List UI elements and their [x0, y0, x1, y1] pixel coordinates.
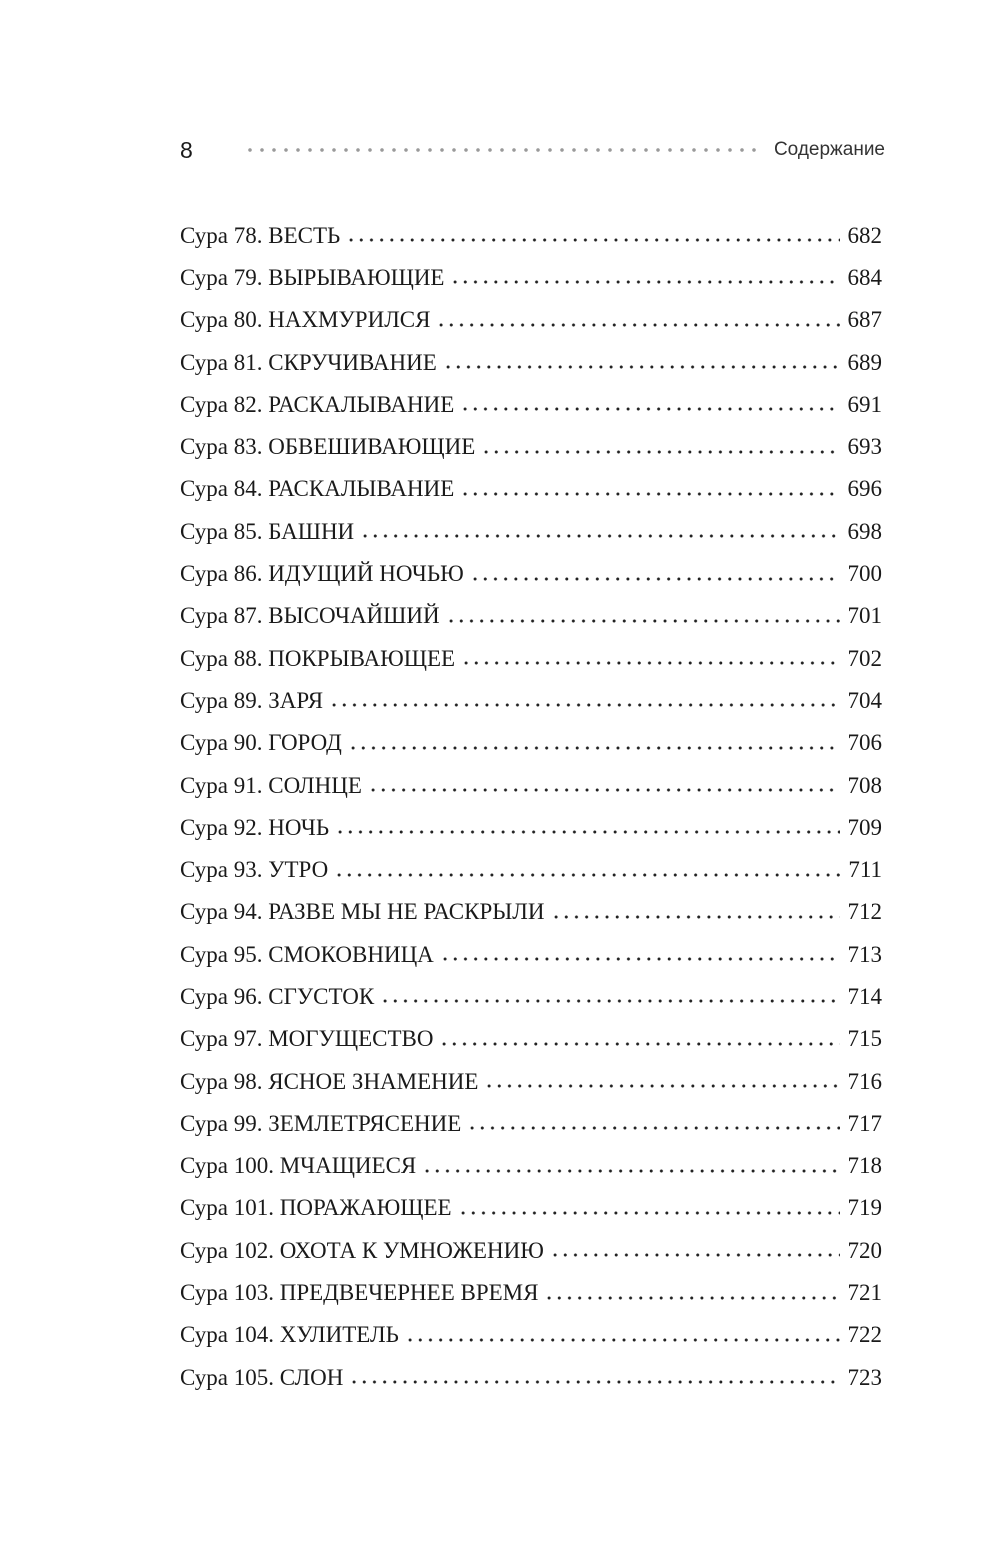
dot-leader — [348, 745, 840, 751]
toc-entry-title: Сура 89. ЗАРЯ — [180, 687, 324, 713]
toc-entry-title: Сура 92. НОЧЬ — [180, 814, 330, 840]
toc-entry-page-number: 711 — [848, 857, 882, 883]
toc-entry-title: Сура 101. ПОРАЖАЮЩЕЕ — [180, 1195, 452, 1221]
running-header — [180, 132, 885, 168]
toc-entry[interactable] — [180, 975, 882, 1017]
toc-entry-page-number: 698 — [847, 518, 882, 544]
toc-entry-title: Сура 88. ПОКРЫВАЮЩЕЕ — [180, 645, 456, 671]
toc-entry[interactable] — [180, 425, 882, 467]
toc-entry[interactable] — [180, 468, 882, 510]
toc-entry-page-number: 708 — [847, 772, 882, 798]
dot-leader — [440, 956, 840, 962]
toc-entry-title: Сура 102. ОХОТА К УМНОЖЕНИЮ — [180, 1237, 544, 1263]
toc-entry[interactable] — [180, 1018, 882, 1060]
toc-entry[interactable] — [180, 1356, 882, 1398]
toc-entry[interactable] — [180, 1187, 882, 1229]
toc-entry-title: Сура 103. ПРЕДВЕЧЕРНЕЕ ВРЕМЯ — [180, 1280, 539, 1306]
dot-leader — [422, 1168, 840, 1174]
toc-entry[interactable] — [180, 891, 882, 933]
toc-entry-page-number: 712 — [847, 899, 882, 925]
page-number: 8 — [180, 136, 193, 163]
toc-entry-page-number: 720 — [847, 1237, 882, 1263]
toc-entry[interactable] — [180, 637, 882, 679]
toc-entry-page-number: 715 — [847, 1026, 882, 1052]
toc-entry[interactable] — [180, 510, 882, 552]
toc-entry[interactable] — [180, 1314, 882, 1356]
toc-entry-title: Сура 93. УТРО — [180, 857, 329, 883]
dot-leader — [551, 914, 841, 920]
toc-entry-page-number: 716 — [847, 1068, 882, 1094]
toc-entry[interactable] — [180, 383, 882, 425]
toc-entry-page-number: 722 — [847, 1322, 882, 1348]
toc-entry-page-number: 684 — [847, 264, 882, 290]
toc-entry-page-number: 689 — [847, 349, 882, 375]
toc-entry-title: Сура 105. СЛОН — [180, 1364, 344, 1390]
dot-leader — [484, 1083, 840, 1089]
toc-entry-title: Сура 80. НАХМУРИЛСЯ — [180, 307, 431, 333]
toc-entry[interactable] — [180, 1229, 882, 1271]
dot-leader — [405, 1337, 840, 1343]
toc-entry-title: Сура 79. ВЫРЫВАЮЩИЕ — [180, 264, 445, 290]
toc-entry-page-number: 693 — [847, 434, 882, 460]
toc-entry-title: Сура 98. ЯСНОЕ ЗНАМЕНИЕ — [180, 1068, 479, 1094]
toc-entry[interactable] — [180, 256, 882, 298]
dot-leader — [334, 872, 840, 878]
toc-entry[interactable] — [180, 1145, 882, 1187]
toc-entry-page-number: 713 — [847, 941, 882, 967]
toc-entry-title: Сура 78. ВЕСТЬ — [180, 222, 341, 248]
toc-entry-title: Сура 99. ЗЕМЛЕТРЯСЕНИЕ — [180, 1110, 462, 1136]
toc-entry-title: Сура 83. ОБВЕШИВАЮЩИЕ — [180, 434, 476, 460]
toc-entry-title: Сура 96. СГУСТОК — [180, 983, 375, 1009]
dot-leader — [544, 1295, 840, 1301]
toc-entry[interactable] — [180, 1060, 882, 1102]
toc-entry-title: Сура 95. СМОКОВНИЦА — [180, 941, 434, 967]
dot-leader — [460, 406, 840, 412]
toc-entry[interactable] — [180, 552, 882, 594]
toc-entry[interactable] — [180, 806, 882, 848]
toc-entry-title: Сура 100. МЧАЩИЕСЯ — [180, 1153, 417, 1179]
toc-entry-page-number: 696 — [847, 476, 882, 502]
toc-entry-page-number: 714 — [847, 983, 882, 1009]
toc-entry-page-number: 717 — [847, 1110, 882, 1136]
toc-entry-page-number: 718 — [847, 1153, 882, 1179]
toc-entry[interactable] — [180, 764, 882, 806]
dot-leader — [346, 237, 840, 243]
toc-entry[interactable] — [180, 848, 882, 890]
toc-entry[interactable] — [180, 679, 882, 721]
toc-entry-title: Сура 84. РАСКАЛЫВАНИЕ — [180, 476, 455, 502]
toc-entry[interactable] — [180, 933, 882, 975]
toc-entry[interactable] — [180, 1271, 882, 1313]
dot-leader — [335, 829, 840, 835]
toc-entry-title: Сура 87. ВЫСОЧАЙШИЙ — [180, 603, 440, 629]
dot-leader — [481, 449, 840, 455]
dot-leader — [349, 1379, 840, 1385]
toc-entry-title: Сура 97. МОГУЩЕСТВО — [180, 1026, 434, 1052]
toc-entry-page-number: 709 — [847, 814, 882, 840]
section-title: Содержание — [773, 139, 885, 160]
dot-leader — [458, 1210, 840, 1216]
dot-leader — [360, 533, 840, 539]
toc-entry-page-number: 702 — [847, 645, 882, 671]
toc-entry[interactable] — [180, 595, 882, 637]
toc-entry-title: Сура 104. ХУЛИТЕЛЬ — [180, 1322, 399, 1348]
toc-entry[interactable] — [180, 1102, 882, 1144]
toc-entry-page-number: 723 — [847, 1364, 882, 1390]
dot-leader — [467, 1125, 840, 1131]
toc-entry-title: Сура 90. ГОРОД — [180, 730, 342, 756]
dot-leader — [460, 491, 840, 497]
dot-leader — [461, 660, 840, 666]
toc-entry-title: Сура 82. РАСКАЛЫВАНИЕ — [180, 391, 455, 417]
toc-entry[interactable] — [180, 722, 882, 764]
toc-entry[interactable] — [180, 341, 882, 383]
toc-entry-page-number: 682 — [847, 222, 882, 248]
toc-entry-title: Сура 85. БАШНИ — [180, 518, 355, 544]
toc-entry-page-number: 719 — [847, 1195, 882, 1221]
dot-leader — [446, 618, 840, 624]
toc-entry-page-number: 691 — [847, 391, 882, 417]
toc-entry-title: Сура 86. ИДУЩИЙ НОЧЬЮ — [180, 561, 464, 587]
dot-leader — [439, 1041, 840, 1047]
toc-entry-title: Сура 94. РАЗВЕ МЫ НЕ РАСКРЫЛИ — [180, 899, 545, 925]
toc-entry-page-number: 704 — [847, 687, 882, 713]
table-of-contents — [180, 214, 882, 1398]
toc-entry-title: Сура 81. СКРУЧИВАНИЕ — [180, 349, 437, 375]
toc-entry-page-number: 721 — [847, 1280, 882, 1306]
toc-entry-title: Сура 91. СОЛНЦЕ — [180, 772, 362, 798]
dot-leader — [368, 787, 840, 793]
header-dotted-rule — [244, 147, 758, 153]
toc-entry-page-number: 706 — [847, 730, 882, 756]
toc-entry-page-number: 687 — [847, 307, 882, 333]
toc-entry[interactable] — [180, 214, 882, 256]
toc-entry-page-number: 700 — [847, 561, 882, 587]
dot-leader — [436, 322, 840, 328]
dot-leader — [380, 998, 840, 1004]
dot-leader — [450, 279, 840, 285]
dot-leader — [550, 1252, 840, 1258]
dot-leader — [470, 576, 840, 582]
dot-leader — [443, 364, 840, 370]
dot-leader — [329, 702, 840, 708]
toc-entry[interactable] — [180, 299, 882, 341]
toc-entry-page-number: 701 — [847, 603, 882, 629]
